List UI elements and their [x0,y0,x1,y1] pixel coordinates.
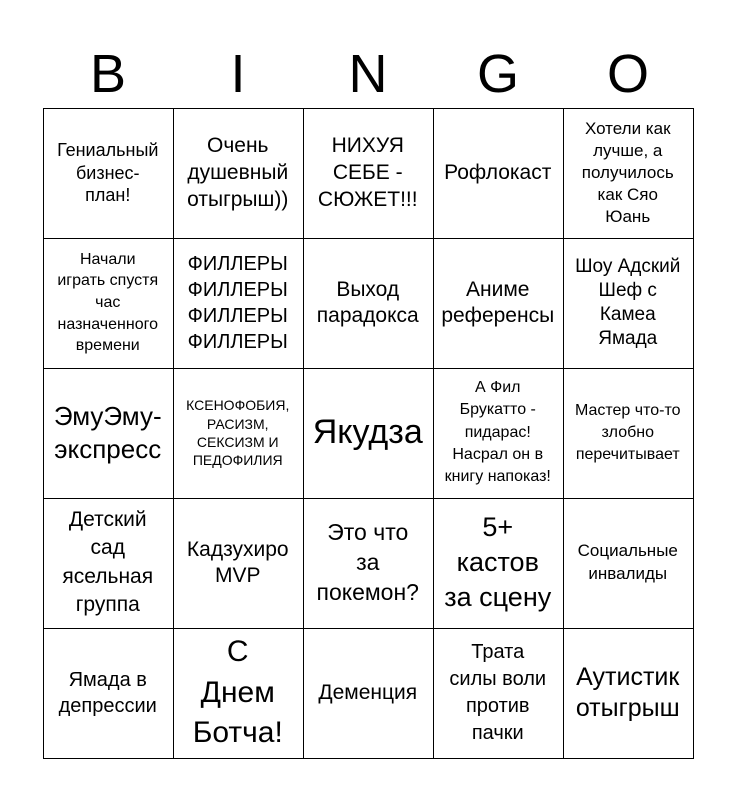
bingo-cell[interactable] [43,108,175,240]
bingo-cell[interactable] [43,238,175,370]
bingo-cell[interactable] [303,498,435,630]
bingo-cell[interactable] [563,108,695,240]
bingo-cell-text: Аниме референсы [441,277,555,327]
bingo-cell-text: А Фил Брукатто - пидарас! Насрал он в книгу напоказ! [444,378,551,486]
bingo-cell[interactable] [563,368,695,500]
bingo-cell-text: Начали играть спустя час назначенного времени [57,250,159,355]
bingo-cell-text: КСЕНОФОБИЯ, РАСИЗМ, СЕКСИЗМ И ПЕДОФИЛИЯ [186,397,290,468]
bingo-grid [43,108,693,758]
header-letter-i: I [230,44,246,104]
bingo-cell-text: Мастер что-то злобно перечитывает [574,402,681,463]
bingo-cell-text: Социальные инвалиды [577,540,678,583]
bingo-header [43,40,693,108]
bingo-cell-text: Ямада в депрессии [58,668,157,717]
bingo-cell-text: НИХУЯ СЕБЕ - СЮЖЕТ!!! [317,133,418,212]
bingo-cell-text: 5+ кастов за сцену [444,512,552,613]
bingo-cell-text: Хотели как лучше, а получилось как Сяо Юань [581,118,674,226]
bingo-cell[interactable] [173,368,305,500]
bingo-cell-text: Гениальный бизнес- план! [57,140,159,205]
bingo-cell[interactable] [433,238,565,370]
bingo-cell-text: Детский сад ясельная группа [62,508,154,617]
bingo-cell[interactable] [433,368,565,500]
bingo-cell[interactable] [173,498,305,630]
bingo-cell[interactable] [563,498,695,630]
bingo-cell-text: ЭмуЭму- экспресс [53,401,162,464]
bingo-cell-text: Трата силы воли против пачки [449,640,547,744]
bingo-cell[interactable] [563,238,695,370]
bingo-cell[interactable] [173,108,305,240]
bingo-cell-text: Кадзухиро MVP [186,537,289,587]
bingo-cell-text: ФИЛЛЕРЫ ФИЛЛЕРЫ ФИЛЛЕРЫ ФИЛЛЕРЫ [187,252,288,353]
bingo-cell-text: Выход парадокса [316,277,419,327]
bingo-cell[interactable] [433,108,565,240]
bingo-cell-text: Шоу Адский Шеф с Камеа Ямада [575,256,681,349]
bingo-cell-text: Очень душевный отыгрыш)) [187,133,289,212]
bingo-cell-text: Деменция [318,681,418,705]
header-letter-n: N [348,44,388,104]
bingo-cell-text: Это что за покемон? [316,518,419,605]
bingo-cell[interactable] [433,628,565,760]
bingo-cell[interactable] [563,628,695,760]
bingo-cell[interactable] [43,498,175,630]
bingo-cell-text: С Днем Ботча! [192,635,283,749]
bingo-cell[interactable] [303,628,435,760]
bingo-cell[interactable] [43,368,175,500]
header-letter-b: B [89,44,127,104]
bingo-cell[interactable] [43,628,175,760]
bingo-cell-text: Якудза [312,413,423,452]
bingo-cell-text: Аутистик отыгрыш [575,662,680,722]
bingo-cell[interactable] [173,628,305,760]
bingo-cell[interactable] [433,498,565,630]
bingo-cell[interactable] [303,108,435,240]
bingo-cell-text: Рофлокаст [444,161,552,185]
header-letter-g: G [476,44,519,104]
header-letter-o: O [606,44,649,104]
bingo-cell[interactable] [303,238,435,370]
bingo-cell[interactable] [303,368,435,500]
bingo-cell[interactable] [173,238,305,370]
